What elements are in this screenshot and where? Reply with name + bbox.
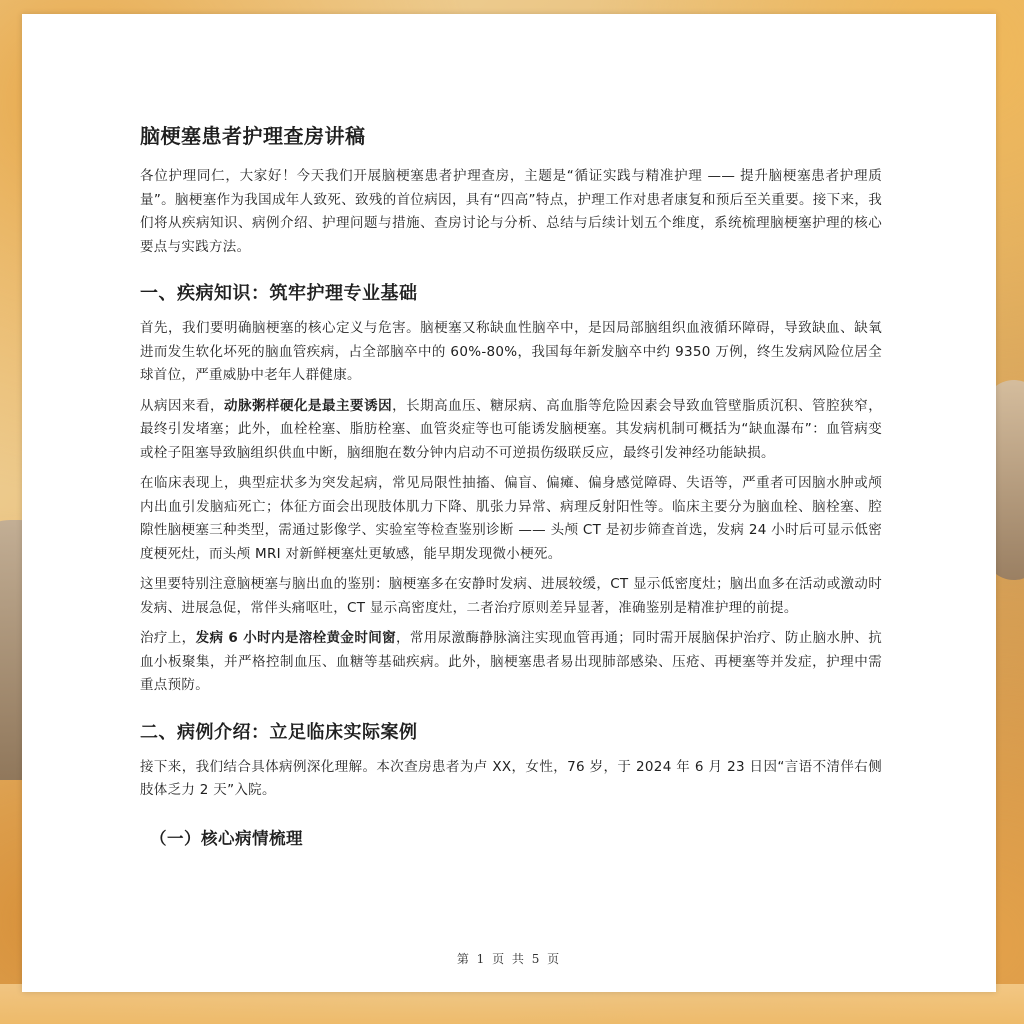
section-1-heading: 一、疾病知识：筑牢护理专业基础 [140,283,418,304]
bold-emphasis: 动脉粥样硬化是最主要诱因 [224,397,393,414]
paragraph-text: 从病因来看， [140,397,225,414]
paragraph-text: ，长期高血压、糖尿病、高血脂等危险因素会导致血管壁脂质沉积、管腔狭窄，最终引发堵塞；此外，血栓栓塞、脂肪栓塞、血管炎症等也可能诱发脑梗塞。其发病机制可概括为“缺血瀑布”：血管病变或栓子阻塞导致脑组织供血中断，脑细胞在数分钟内启动不可逆损伤级联反应，最终引发神经功能缺损。 [140,397,882,461]
document-title: 脑梗塞患者护理查房讲稿 [140,124,366,148]
section-1-paragraph-4: 这里要特别注意脑梗塞与脑出血的鉴别：脑梗塞多在安静时发病、进展较缓，CT 显示低密度灶；脑出血多在活动或激动时发病、进展急促，常伴头痛呕吐，CT 显示高密度灶，二者治疗原则差异显著，准确鉴别是精准护理的前提。 [140,576,882,616]
intro-paragraph: 各位护理同仁，大家好！今天我们开展脑梗塞患者护理查房，主题是“循证实践与精准护理 —— 提升脑梗塞患者护理质量”。脑梗塞作为我国成年人致死、致残的首位病因，具有“四高”特点，护理工作对患者康复和预后至关重要。接下来，我们将从疾病知识、病例介绍、护理问题与措施、查房讨论与分析、总结与后续计划五个维度，系统梳理脑梗塞护理的核心要点与实践方法。 [140,168,882,255]
section-1-paragraph-5 [140,627,882,698]
section-2-paragraph-1: 接下来，我们结合具体病例深化理解。本次查房患者为卢 XX，女性，76 岁，于 2024 年 6 月 23 日因“言语不清伴右侧肢体乏力 2 天”入院。 [140,758,882,798]
page-footer: 第 1 页 共 5 页 [456,952,562,966]
document-content [140,112,882,849]
section-1-paragraph-3: 在临床表现上，典型症状多为突发起病，常见局限性抽搐、偏盲、偏瘫、偏身感觉障碍、失语等，严重者可因脑水肿或颅内出血引发脑疝死亡；体征方面会出现肢体肌力下降、肌张力异常、病理反射阳性等。临床主要分为脑血栓、脑栓塞、腔隙性脑梗塞三种类型，需通过影像学、实验室等检查鉴别诊断 —— 头颅 CT 是初步筛查首选，发病 24 小时后可显示低密度梗死灶，而头颅 MRI 对新鲜梗塞灶更敏感，能早期发现微小梗死。 [140,475,882,562]
bold-emphasis: 发病 6 小时内是溶栓黄金时间窗 [195,630,396,646]
section-1-paragraph-1: 首先，我们要明确脑梗塞的核心定义与危害。脑梗塞又称缺血性脑卒中，是因局部脑组织血液循环障碍，导致缺血、缺氧进而发生软化坏死的脑血管疾病，占全部脑卒中的 60%-80%，我国每年新发脑卒中约 9350 万例，终生发病风险位居全球首位，严重威胁中老年人群健康。 [140,320,882,383]
paragraph-text: 治疗上， [140,630,196,646]
document-page [22,14,996,992]
section-2-heading: 二、病例介绍：立足临床实际案例 [140,721,418,743]
section-1-paragraph-2 [140,395,882,466]
paragraph-text: ，常用尿激酶静脉滴注实现血管再通；同时需开展脑保护治疗、防止脑水肿、抗血小板聚集，并严格控制血压、血糖等基础疾病。此外，脑梗塞患者易出现肺部感染、压疮、再梗塞等并发症，护理中需重点预防。 [140,630,883,693]
section-2-sub-heading: （一）核心病情梳理 [150,828,303,848]
